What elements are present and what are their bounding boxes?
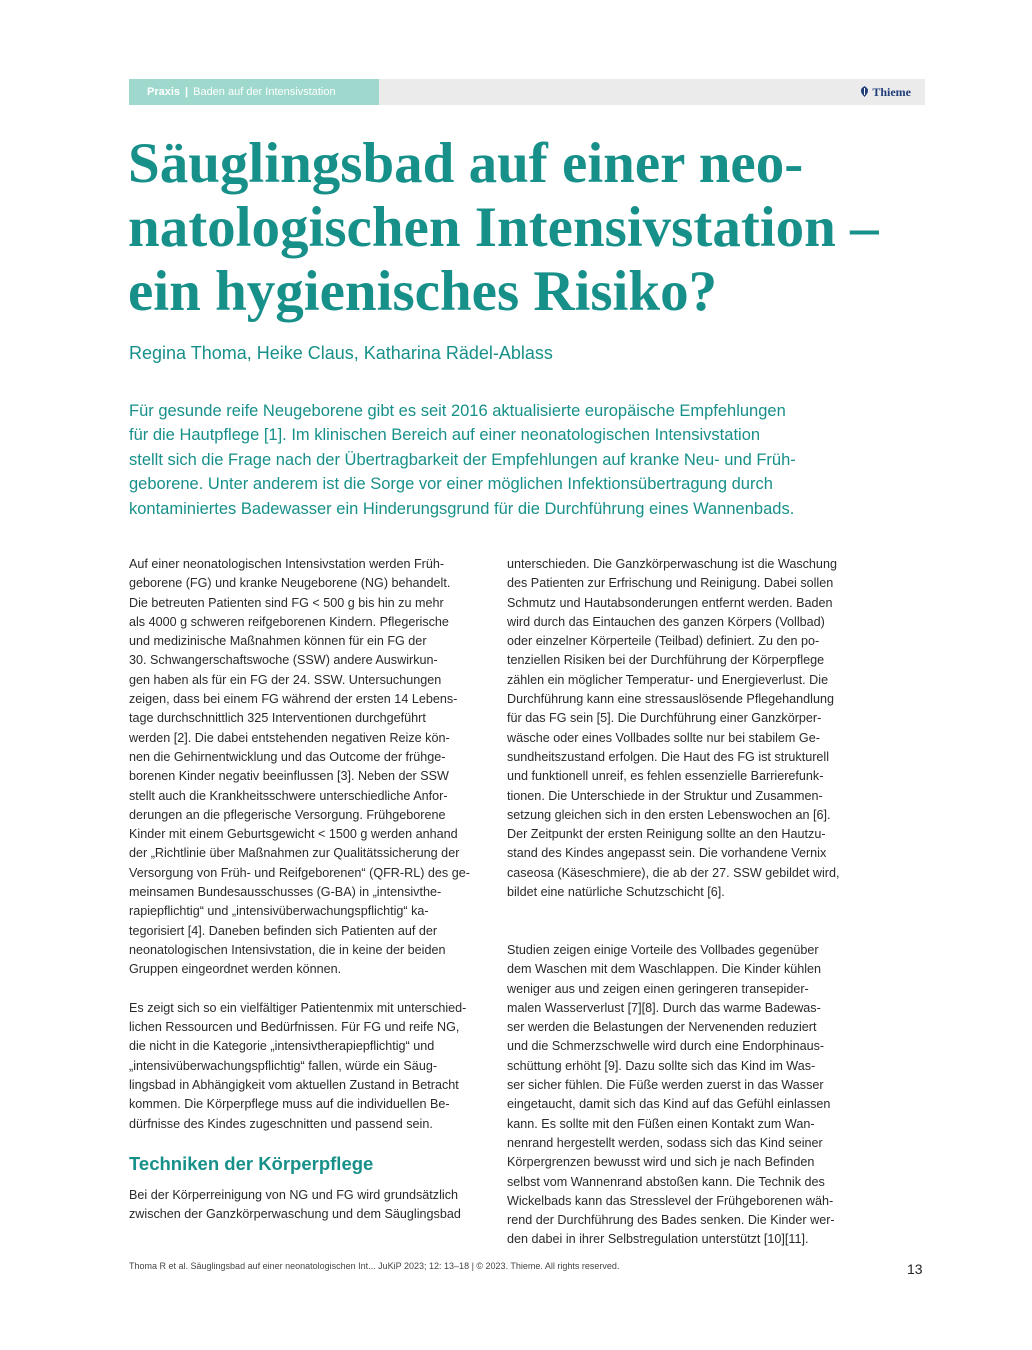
text-line: lichen Ressourcen und Bedürfnissen. Für FG und reife NG,	[129, 1020, 460, 1035]
text-line: kann. Es sollte mit den Füßen einen Kontakt zum Wan-	[507, 1116, 815, 1131]
text-line: dürfnisse des Kindes zugeschnitten und passend sein.	[129, 1116, 433, 1131]
text-line: unterschieden. Die Ganzkörperwaschung ist die Waschung	[507, 557, 837, 571]
header-separator: |	[185, 86, 189, 98]
paragraph-gap	[129, 980, 469, 999]
text-line: stellt auch die Krankheitsschwere unterschiedliche Anfor-	[129, 788, 448, 803]
paragraph	[129, 999, 469, 1134]
text-line: Gruppen eingeordnet werden können.	[129, 962, 342, 977]
text-line: Studien zeigen einige Vorteile des Vollbades gegenüber	[507, 942, 819, 957]
text-line: meinsamen Bundesausschusses (G-BA) in „intensivthe-	[129, 885, 442, 900]
text-line: die nicht in die Kategorie „intensivtherapiepflichtig“ und	[129, 1039, 435, 1054]
right-column	[507, 555, 847, 1250]
abstract-line: geborene. Unter anderem ist die Sorge vor einer möglichen Infektionsübertragung durch	[129, 475, 773, 494]
text-line: oder einzelner Körperteile (Teilbad) definiert. Zu den po-	[507, 634, 820, 649]
text-line: Schmutz und Hautabsonderungen entfernt werden. Baden	[507, 595, 833, 610]
paragraph	[507, 555, 847, 902]
text-line: stand des Kindes angepasst sein. Die vorhandene Vernix	[507, 846, 827, 861]
page-number: 13	[907, 1261, 923, 1277]
paragraph	[129, 555, 469, 980]
article-title	[128, 132, 978, 324]
abstract-line: für die Hautpflege [1]. Im klinischen Bereich auf einer neonatologischen Intensivstation	[129, 426, 761, 445]
text-line: nen die Gehirnentwicklung und das Outcome der frühge-	[129, 749, 446, 764]
text-line: „intensivüberwachungspflichtig“ fallen, würde ein Säug-	[129, 1058, 438, 1073]
text-line: ser werden die Belastungen der Nervenenden reduziert	[507, 1020, 817, 1035]
text-line: kommen. Die Körperpflege muss auf die individuellen Be-	[129, 1097, 450, 1112]
text-line: dem Waschen mit dem Waschlappen. Die Kinder kühlen	[507, 962, 822, 977]
title-line: natologischen Intensivstation –	[128, 196, 879, 259]
text-line: werden [2]. Die dabei entstehenden negativen Reize kön-	[129, 730, 450, 745]
text-line: wäsche oder eines Vollbades sollte nur bei stabilem Ge-	[507, 730, 820, 745]
text-line: bildet eine natürliche Schutzschicht [6].	[507, 885, 725, 900]
publisher-name: Thieme	[872, 85, 911, 99]
text-line: caseosa (Käseschmiere), die ab der 27. SSW gebildet wird,	[507, 865, 840, 880]
abstract-line: kontaminiertes Badewasser ein Hinderungsgrund für die Durchführung eines Wannenbads.	[129, 499, 795, 518]
text-line: tenziellen Risiken bei der Durchführung der Körperpflege	[507, 653, 825, 668]
text-line: schüttung erhöht [9]. Dazu sollte sich das Kind im Was-	[507, 1058, 816, 1073]
text-line: Es zeigt sich so ein vielfältiger Patientenmix mit unterschied-	[129, 1000, 467, 1015]
text-line: derungen an die pflegerische Versorgung. Frühgeborene	[129, 807, 446, 822]
paragraph	[129, 1186, 469, 1225]
text-line: weniger aus und zeigen einen geringeren transepider-	[507, 981, 809, 996]
text-line: tionen. Die Unterschiede in der Struktur und Zusammen-	[507, 788, 823, 803]
text-line: Durchführung kann eine stressauslösende Pflegehandlung	[507, 692, 834, 707]
paragraph-gap	[507, 902, 847, 921]
thieme-logo-icon	[860, 86, 869, 97]
text-line: und funktionell unreif, es fehlen essenzielle Barrierefunk-	[507, 769, 824, 784]
text-line: rapiepflichtig“ und „intensivüberwachungspflichtig“ ka-	[129, 904, 429, 919]
title-line: ein hygienisches Risiko?	[128, 260, 718, 323]
text-line: nenrand hergestellt werden, sodass sich das Kind seiner	[507, 1135, 823, 1150]
text-line: Bei der Körperreinigung von NG und FG wird grundsätzlich	[129, 1187, 458, 1202]
text-line: den dabei in ihrer Selbstregulation unterstützt [10][11].	[507, 1232, 809, 1247]
paragraph-gap	[507, 922, 847, 941]
left-column	[129, 555, 469, 1225]
section-heading: Techniken der Körperpflege	[129, 1152, 374, 1174]
text-line: selbst vom Wannenrand abstoßen kann. Die Technik des	[507, 1174, 825, 1189]
text-line: der „Richtlinie über Maßnahmen zur Qualitätssicherung der	[129, 846, 460, 861]
text-line: Der Zeitpunkt der ersten Reinigung sollte an den Hautzu-	[507, 827, 826, 842]
text-line: sundheitszustand erfolgen. Die Haut des FG ist strukturell	[507, 749, 829, 764]
text-line: gen haben als für ein FG der 24. SSW. Untersuchungen	[129, 672, 442, 687]
abstract-line: Für gesunde reife Neugeborene gibt es seit 2016 aktualisierte europäische Empfehlungen	[129, 402, 786, 420]
text-line: als 4000 g schweren reifgeborenen Kindern. Pflegerische	[129, 614, 449, 629]
section-label: Praxis	[147, 86, 181, 98]
text-line: rend der Durchführung des Bades senken. Die Kinder wer-	[507, 1213, 835, 1228]
section-tag	[129, 79, 379, 105]
text-line: Wickelbads kann das Stresslevel der Frühgeborenen wäh-	[507, 1193, 834, 1208]
text-line: und medizinische Maßnahmen können für ein FG der	[129, 634, 427, 649]
text-line: und die Schmerzschwelle wird durch eine Endorphinaus-	[507, 1039, 825, 1054]
text-line: ser sicher fühlen. Die Füße werden zuerst in das Wasser	[507, 1078, 824, 1093]
text-line: Versorgung von Früh- und Reifgeborenen“ (QFR-RL) des ge-	[129, 865, 470, 880]
topic-label: Baden auf der Intensivstation	[193, 86, 336, 98]
paragraph	[507, 941, 847, 1250]
text-line: Körpergrenzen bewusst wird und sich je nach Befinden	[507, 1155, 815, 1170]
publisher-logo	[860, 79, 911, 105]
title-line: Säuglingsbad auf einer neo-	[128, 132, 804, 195]
text-line: malen Wasserverlust [7][8]. Durch das warme Badewas-	[507, 1000, 821, 1015]
text-line: Kinder mit einem Geburtsgewicht < 1500 g werden anhand	[129, 827, 458, 842]
text-line: geborene (FG) und kranke Neugeborene (NG) behandelt.	[129, 576, 451, 591]
text-line: wird durch das Eintauchen des ganzen Körpers (Vollbad)	[507, 614, 825, 629]
authors: Regina Thoma, Heike Claus, Katharina Rädel-Ablass	[129, 343, 553, 363]
text-line: Auf einer neonatologischen Intensivstation werden Früh-	[129, 557, 445, 571]
footer-citation: Thoma R et al. Säuglingsbad auf einer neonatologischen Int... JuKiP 2023; 12: 13–18 | © 2023. Thieme. All rights reserved.	[129, 1261, 620, 1271]
text-line: zeigen, dass bei einem FG während der ersten 14 Lebens-	[129, 692, 458, 707]
text-line: 30. Schwangerschaftswoche (SSW) andere Auswirkun-	[129, 653, 438, 668]
text-line: lingsbad in Abhängigkeit vom aktuellen Zustand in Betracht	[129, 1078, 459, 1093]
heading-gap	[129, 1134, 469, 1148]
text-line: setzung gleichen sich in den ersten Lebenswochen an [6].	[507, 807, 831, 822]
text-line: Die betreuten Patienten sind FG < 500 g bis hin zu mehr	[129, 595, 444, 610]
abstract	[129, 399, 849, 521]
text-line: zählen ein möglicher Temperatur- und Energieverlust. Die	[507, 672, 829, 687]
text-line: borenen Kinder negativ beeinflussen [3]. Neben der SSW	[129, 769, 449, 784]
text-line: für das FG sein [5]. Die Durchführung einer Ganzkörper-	[507, 711, 822, 726]
text-line: tage durchschnittlich 325 Interventionen durchgeführt	[129, 711, 426, 726]
running-header	[129, 79, 925, 105]
text-line: des Patienten zur Erfrischung und Reinigung. Dabei sollen	[507, 576, 834, 591]
text-line: neonatologischen Intensivstation, die in keine der beiden	[129, 942, 446, 957]
text-line: eingetaucht, damit sich das Kind auf das Gefühl einlassen	[507, 1097, 831, 1112]
text-line: tegorisiert [4]. Daneben befinden sich Patienten auf der	[129, 923, 438, 938]
abstract-line: stellt sich die Frage nach der Übertragbarkeit der Empfehlungen auf kranke Neu- und Früh-	[129, 450, 796, 469]
text-line: zwischen der Ganzkörperwaschung und dem Säuglingsbad	[129, 1207, 461, 1222]
